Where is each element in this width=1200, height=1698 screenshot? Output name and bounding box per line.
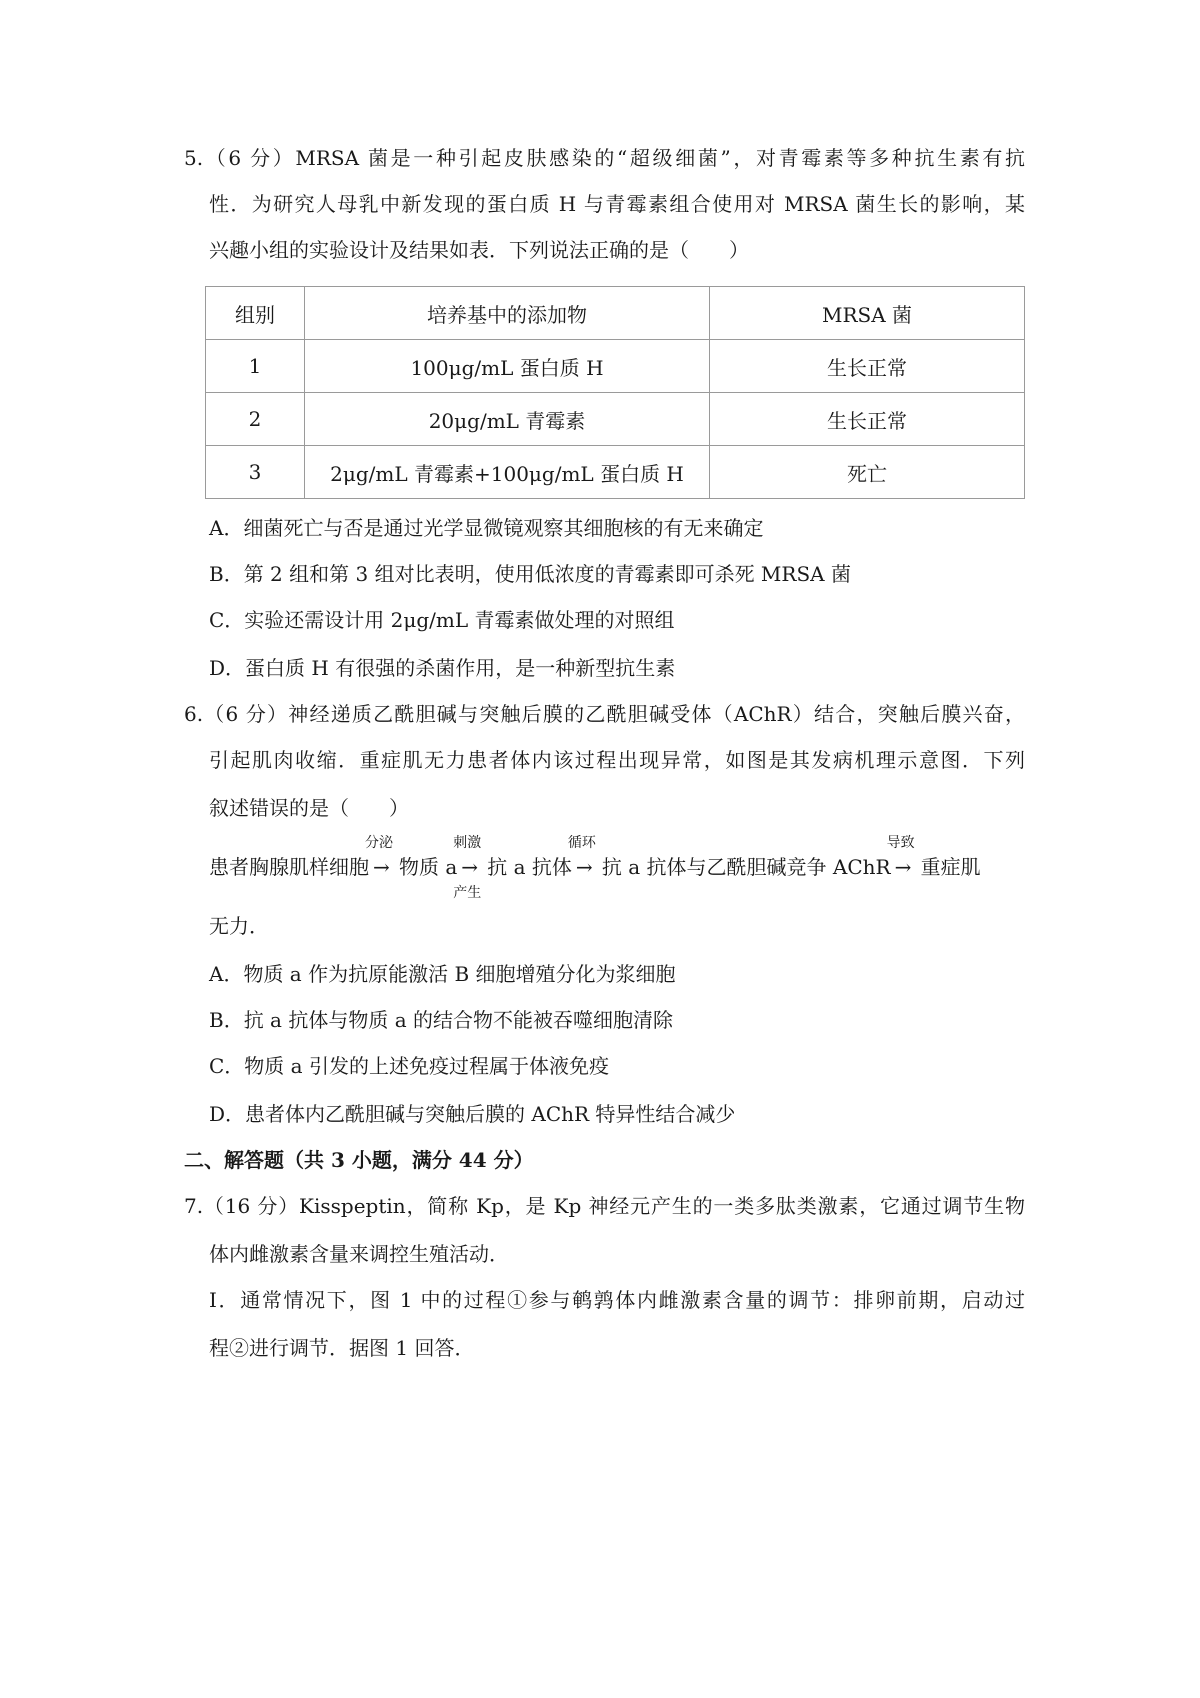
table-cell: 2 bbox=[206, 393, 305, 446]
arrow-label-above: 刺激 bbox=[453, 835, 482, 851]
arrow-label-above: 导致 bbox=[886, 835, 915, 851]
chain-step: 抗 a 抗体与乙酰胆碱竞争 AChR bbox=[601, 855, 891, 879]
right-arrow-icon: → bbox=[575, 855, 593, 879]
chain-arrow bbox=[567, 835, 602, 881]
arrow-label-above: 分泌 bbox=[365, 835, 393, 851]
arrow-label-above: 循环 bbox=[567, 835, 596, 851]
q7-stem-line-2: 体内雌激素含量来调控生殖活动． bbox=[209, 1242, 509, 1266]
chain-arrow bbox=[886, 835, 921, 881]
q6-stem-line-3: 叙述错误的是（ ） bbox=[209, 796, 409, 820]
chain-step: 物质 a bbox=[399, 855, 458, 879]
q5-option-d: D．蛋白质 H 有很强的杀菌作用，是一种新型抗生素 bbox=[209, 656, 676, 680]
q5-stem-line-3: 兴趣小组的实验设计及结果如表．下列说法正确的是（ ） bbox=[209, 238, 749, 262]
q5-stem-line-2: 性．为研究人母乳中新发现的蛋白质 H 与青霉素组合使用对 MRSA 菌生长的影响，某 bbox=[209, 192, 1025, 216]
section-title: 二、解答题（共 3 小题，满分 44 分） bbox=[184, 1148, 534, 1172]
q7-stem-line-3: Ⅰ．通常情况下，图 1 中的过程①参与鹌鹑体内雌激素含量的调节：排卵前期，启动过 bbox=[209, 1288, 1025, 1312]
chain-step: 抗 a 抗体 bbox=[487, 855, 572, 879]
q6-option-c: C．物质 a 引发的上述免疫过程属于体液免疫 bbox=[209, 1054, 609, 1078]
q6-option-b: B．抗 a 抗体与物质 a 的结合物不能被吞噬细胞清除 bbox=[209, 1008, 673, 1032]
q6-option-d: D．患者体内乙酰胆碱与突触后膜的 AChR 特异性结合减少 bbox=[209, 1102, 736, 1126]
table-header-cell: 培养基中的添加物 bbox=[305, 287, 710, 340]
q5-option-b: B．第 2 组和第 3 组对比表明，使用低浓度的青霉素即可杀死 MRSA 菌 bbox=[209, 562, 851, 586]
q6-chain-tail: 无力． bbox=[209, 914, 269, 938]
q6-mechanism-chain bbox=[209, 835, 981, 901]
q5-option-c: C．实验还需设计用 2μg/mL 青霉素做处理的对照组 bbox=[209, 608, 675, 632]
table-cell: 死亡 bbox=[710, 446, 1025, 499]
table-cell: 1 bbox=[206, 340, 305, 393]
q6-stem-line-2: 引起肌肉收缩．重症肌无力患者体内该过程出现异常，如图是其发病机理示意图．下列 bbox=[209, 748, 1025, 772]
table-row bbox=[206, 393, 1025, 446]
table-cell: 2μg/mL 青霉素+100μg/mL 蛋白质 H bbox=[305, 446, 710, 499]
right-arrow-icon: → bbox=[894, 855, 912, 879]
q7-stem-line-4: 程②进行调节．据图 1 回答． bbox=[209, 1336, 475, 1360]
arrow-label-below: 产生 bbox=[453, 885, 482, 901]
right-arrow-icon: → bbox=[461, 855, 479, 879]
table-cell: 生长正常 bbox=[710, 340, 1025, 393]
table-cell: 100μg/mL 蛋白质 H bbox=[305, 340, 710, 393]
q7-stem-line-1: 7.（16 分）Kisspeptin，简称 Kp，是 Kp 神经元产生的一类多肽类激素，它通过调节生物 bbox=[184, 1194, 1025, 1218]
table-header-cell: 组别 bbox=[206, 287, 305, 340]
q5-stem-line-1: 5.（6 分）MRSA 菌是一种引起皮肤感染的“超级细菌”，对青霉素等多种抗生素有抗 bbox=[184, 146, 1025, 170]
q6-stem-line-1: 6.（6 分）神经递质乙酰胆碱与突触后膜的乙酰胆碱受体（AChR）结合，突触后膜兴奋， bbox=[184, 702, 1025, 726]
q6-option-a: A．物质 a 作为抗原能激活 B 细胞增殖分化为浆细胞 bbox=[209, 962, 676, 986]
table-header-row bbox=[206, 287, 1025, 340]
right-arrow-icon: → bbox=[373, 855, 390, 879]
table-cell: 3 bbox=[206, 446, 305, 499]
chain-arrow bbox=[453, 835, 487, 901]
chain-step: 重症肌 bbox=[920, 855, 981, 879]
q5-experiment-table bbox=[205, 286, 1025, 499]
chain-step: 患者胸腺肌样细胞 bbox=[209, 855, 369, 879]
table-cell: 生长正常 bbox=[710, 393, 1025, 446]
table-header-cell: MRSA 菌 bbox=[710, 287, 1025, 340]
table-row bbox=[206, 340, 1025, 393]
chain-arrow bbox=[365, 835, 399, 881]
q5-option-a: A．细菌死亡与否是通过光学显微镜观察其细胞核的有无来确定 bbox=[209, 516, 764, 540]
table-row bbox=[206, 446, 1025, 499]
table-cell: 20μg/mL 青霉素 bbox=[305, 393, 710, 446]
